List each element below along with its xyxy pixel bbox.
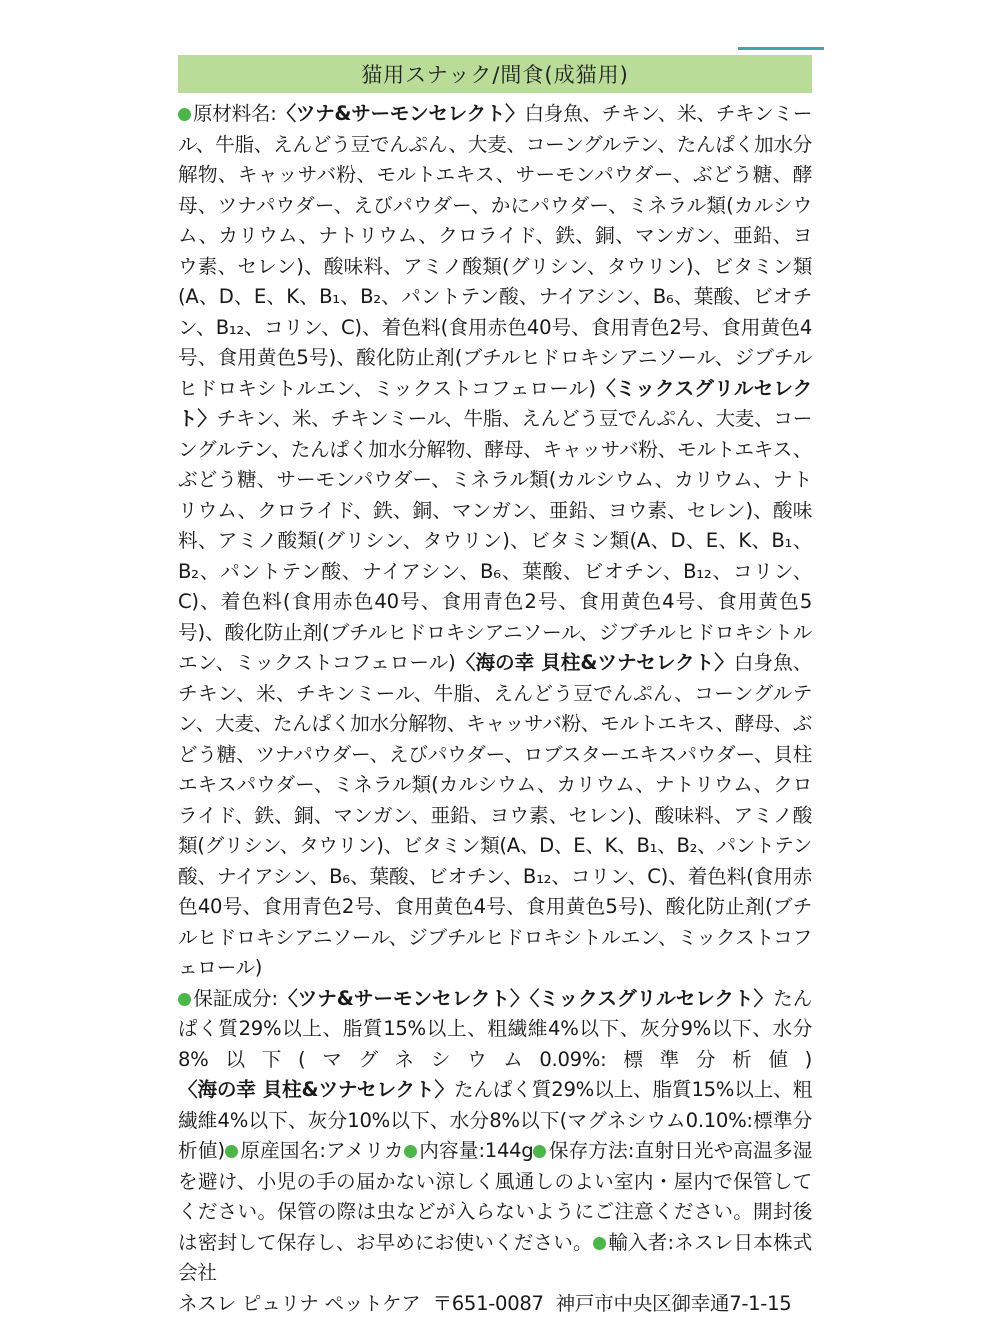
seafood-ingredients: 白身魚、チキン、米、チキンミール、牛脂、えんどう豆でんぷん、コーングルテン、大麦、たんぱく加水分解物、キャッサバ粉、モルトエキス、酵母、ぶどう糖、ツナパウダー、えびパウダー、ロブスターエキスパウダー、貝柱エキスパウダー、ミネラル類(カルシウム、カリウム、ナトリウム、クロライド、鉄、銅、マンガン、亜鉛、ヨウ素、セレン)、酸味料、アミノ酸類(グリシン、タウリン)、ビタミン類(A、D、E、K、B₁、B₂、パントテン酸、ナイアシン、B₆、葉酸、ビオチン、B₁₂、コリン、C)、着色料(食用赤色40号、食用青色2号、食用黄色4号、食用黄色5号)、酸化防止剤(ブチルヒドロキシアニソール、ジブチルヒドロキシトルエン、ミックストコフェロール): [178, 651, 812, 979]
analysis-group1-names: 〈ツナ&サーモンセレクト〉〈ミックスグリルセレクト〉: [277, 986, 774, 1010]
importer-address: 神戸市中央区御幸通7-1-15: [555, 1291, 792, 1315]
product-label: [178, 55, 812, 1319]
bullet-dot-icon: [225, 1145, 238, 1158]
bullet-dot-icon: [178, 108, 191, 121]
importer-label: 輸入者:: [607, 1230, 674, 1254]
bullet-dot-icon: [178, 993, 191, 1006]
mixed-grill-ingredients: チキン、米、チキンミール、牛脂、えんどう豆でんぷん、大麦、コーングルテン、たんぱく加水分解物、酵母、キャッサバ粉、モルトエキス、ぶどう糖、サーモンパウダー、ミネラル類(カルシウム、カリウム、ナトリウム、クロライド、鉄、銅、マンガン、亜鉛、ヨウ素、セレン)、酸味料、アミノ酸類(グリシン、タウリン)、ビタミン類(A、D、E、K、B₁、B₂、パントテン酸、ナイアシン、B₆、葉酸、ビオチン、B₁₂、コリン、C)、着色料(食用赤色40号、食用青色2号、食用黄色4号、食用黄色5号)、酸化防止剤(ブチルヒドロキシアニソール、ジブチルヒドロキシトルエン、ミックストコフェロール): [178, 407, 812, 674]
bullet-dot-icon: [404, 1145, 417, 1158]
accent-rule: [738, 47, 824, 50]
content-value: 144g: [484, 1139, 534, 1162]
bullet-dot-icon: [533, 1145, 546, 1158]
analysis-label: 保証成分:: [193, 986, 278, 1010]
origin-label: 原産国名:: [239, 1139, 326, 1162]
label-header-bar: [178, 55, 812, 93]
importer-postal: 〒651-0087: [432, 1291, 544, 1315]
bullet-dot-icon: [593, 1237, 606, 1250]
seafood-name: 〈海の幸 貝柱&ツナセレクト〉: [455, 651, 734, 674]
ingredients-label: 原材料名:: [193, 102, 277, 125]
analysis-group2-name: 〈海の幸 貝柱&ツナセレクト〉: [178, 1078, 454, 1101]
storage-text: 直射日光や高温多湿を避け、小児の手の届かない涼しく風通しのよい室内・屋内で保管してください。保管の際は虫などが入らないようにご注意ください。開封後は密封して保存し、お早めにお使いください。: [178, 1139, 812, 1254]
tuna-salmon-name: 〈ツナ&サーモンセレクト〉: [276, 102, 525, 125]
mixed-grill-name: 〈ミックスグリルセレクト〉: [178, 376, 812, 430]
storage-label: 保存方法:: [548, 1139, 635, 1162]
tuna-salmon-ingredients: 白身魚、チキン、米、チキンミール、牛脂、えんどう豆でんぷん、大麦、コーングルテン、たんぱく加水分解物、キャッサバ粉、モルトエキス、サーモンパウダー、ぶどう糖、酵母、ツナパウダー、えびパウダー、かにパウダー、ミネラル類(カルシウム、カリウム、ナトリウム、クロライド、鉄、銅、マンガン、亜鉛、ヨウ素、セレン)、酸味料、アミノ酸類(グリシン、タウリン)、ビタミン類(A、D、E、K、B₁、B₂、パントテン酸、ナイアシン、B₆、葉酸、ビオチン、B₁₂、コリン、C)、着色料(食用赤色40号、食用青色2号、食用黄色4号、食用黄色5号)、酸化防止剤(ブチルヒドロキシアニソール、ジブチルヒドロキシトルエン、ミックストコフェロール): [178, 102, 812, 400]
content-label: 内容量:: [418, 1139, 485, 1162]
label-title: 猫用スナック/間食(成猫用): [361, 63, 629, 87]
origin-value: アメリカ: [325, 1139, 404, 1162]
analysis-group1-values: たんぱく質29%以上、脂質15%以上、粗繊維4%以下、灰分9%以下、水分8%以下(マグネシウム0.09%:標準分析値): [178, 986, 812, 1071]
label-body: [178, 99, 812, 1319]
analysis-group2-values: たんぱく質29%以上、脂質15%以上、粗繊維4%以下、灰分10%以下、水分8%以下(マグネシウム0.10%:標準分析値): [178, 1078, 812, 1162]
importer-company: ネスレ日本株式会社: [178, 1230, 813, 1284]
importer-division: ネスレ ピュリナ ペットケア: [178, 1291, 421, 1315]
